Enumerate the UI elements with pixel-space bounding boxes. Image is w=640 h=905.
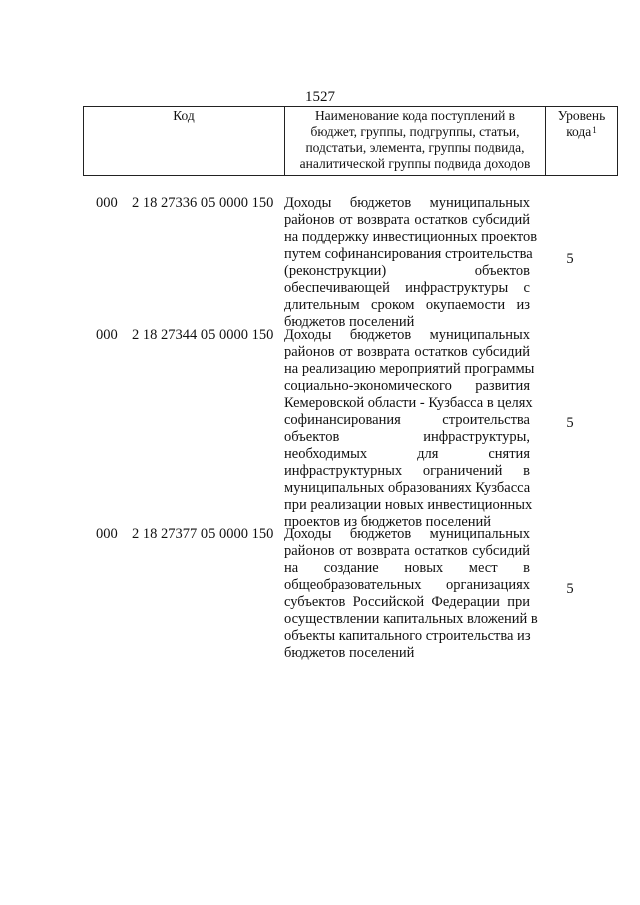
row-description-line: инфраструктурных ограничений в: [284, 463, 530, 479]
row-description-line: при реализации новых инвестиционных: [284, 497, 533, 513]
row-description-line: субъектов Российской Федерации при: [284, 594, 530, 610]
row-level: 5: [566, 251, 574, 267]
row-description: [284, 327, 535, 531]
header-code-label: Код: [173, 108, 195, 123]
row-code-prefix: 000: [96, 526, 118, 542]
page-number: 1527: [305, 89, 335, 105]
row-description-line: путем софинансирования строительства: [284, 246, 533, 262]
row-level: 5: [566, 415, 574, 431]
row-level: 5: [566, 581, 574, 597]
row-code-prefix: 000: [96, 195, 118, 211]
row-description-line: социально-экономического развития: [284, 378, 530, 394]
header-name-line: аналитической группы подвида доходов: [299, 156, 531, 171]
header-name-cell: [285, 107, 546, 176]
row-description-line: объекты капитального строительства из: [284, 628, 531, 644]
row-description-line: Доходы бюджетов муниципальных: [284, 526, 530, 542]
row-description-line: длительным сроком окупаемости из: [284, 297, 530, 313]
header-name-line: подстатьи, элемента, группы подвида,: [305, 140, 525, 155]
row-description-line: Доходы бюджетов муниципальных: [284, 327, 530, 343]
row-description-line: районов от возврата остатков субсидий: [284, 212, 530, 228]
table-header: [83, 106, 618, 176]
header-name-line: Наименование кода поступлений в: [314, 108, 516, 123]
header-code-cell: [84, 107, 285, 176]
header-level-label: кода: [566, 124, 592, 139]
row-code: 2 18 27344 05 0000 150: [132, 327, 274, 343]
header-level-line1: Уровень: [557, 108, 606, 123]
row-code-prefix: 000: [96, 327, 118, 343]
row-code: 2 18 27377 05 0000 150: [132, 526, 274, 542]
row-description-line: осуществлении капитальных вложений в: [284, 611, 538, 627]
row-description-line: обеспечивающей инфраструктуры с: [284, 280, 530, 296]
header-name-line: бюджет, группы, подгруппы, статьи,: [310, 124, 520, 139]
row-description-line: районов от возврата остатков субсидий: [284, 543, 530, 559]
header-level-line2: [548, 124, 615, 140]
row-description-line: общеобразовательных организациях: [284, 577, 530, 593]
row-description-line: необходимых для снятия: [284, 446, 530, 462]
row-description-line: на реализацию мероприятий программы: [284, 361, 535, 377]
header-level-cell: [546, 107, 618, 176]
row-description-line: софинансирования строительства: [284, 412, 530, 428]
row-description-line: бюджетов поселений: [284, 645, 415, 661]
row-description-line: проектов из бюджетов поселений: [284, 514, 492, 530]
footnote-mark: 1: [592, 125, 597, 135]
row-description-line: районов от возврата остатков субсидий: [284, 344, 530, 360]
row-description-line: объектов инфраструктуры,: [284, 429, 530, 445]
row-description-line: Кемеровской области - Кузбасса в целях: [284, 395, 533, 411]
row-description-line: (реконструкции) объектов: [284, 263, 530, 279]
row-description-line: муниципальных образованиях Кузбасса: [284, 480, 531, 496]
row-code: 2 18 27336 05 0000 150: [132, 195, 274, 211]
row-description: [284, 195, 538, 331]
row-description-line: Доходы бюджетов муниципальных: [284, 195, 530, 211]
row-description-line: на поддержку инвестиционных проектов: [284, 229, 538, 245]
row-description: [284, 526, 538, 662]
row-description-line: на создание новых мест в: [284, 560, 530, 576]
row-description-line: бюджетов поселений: [284, 314, 415, 330]
